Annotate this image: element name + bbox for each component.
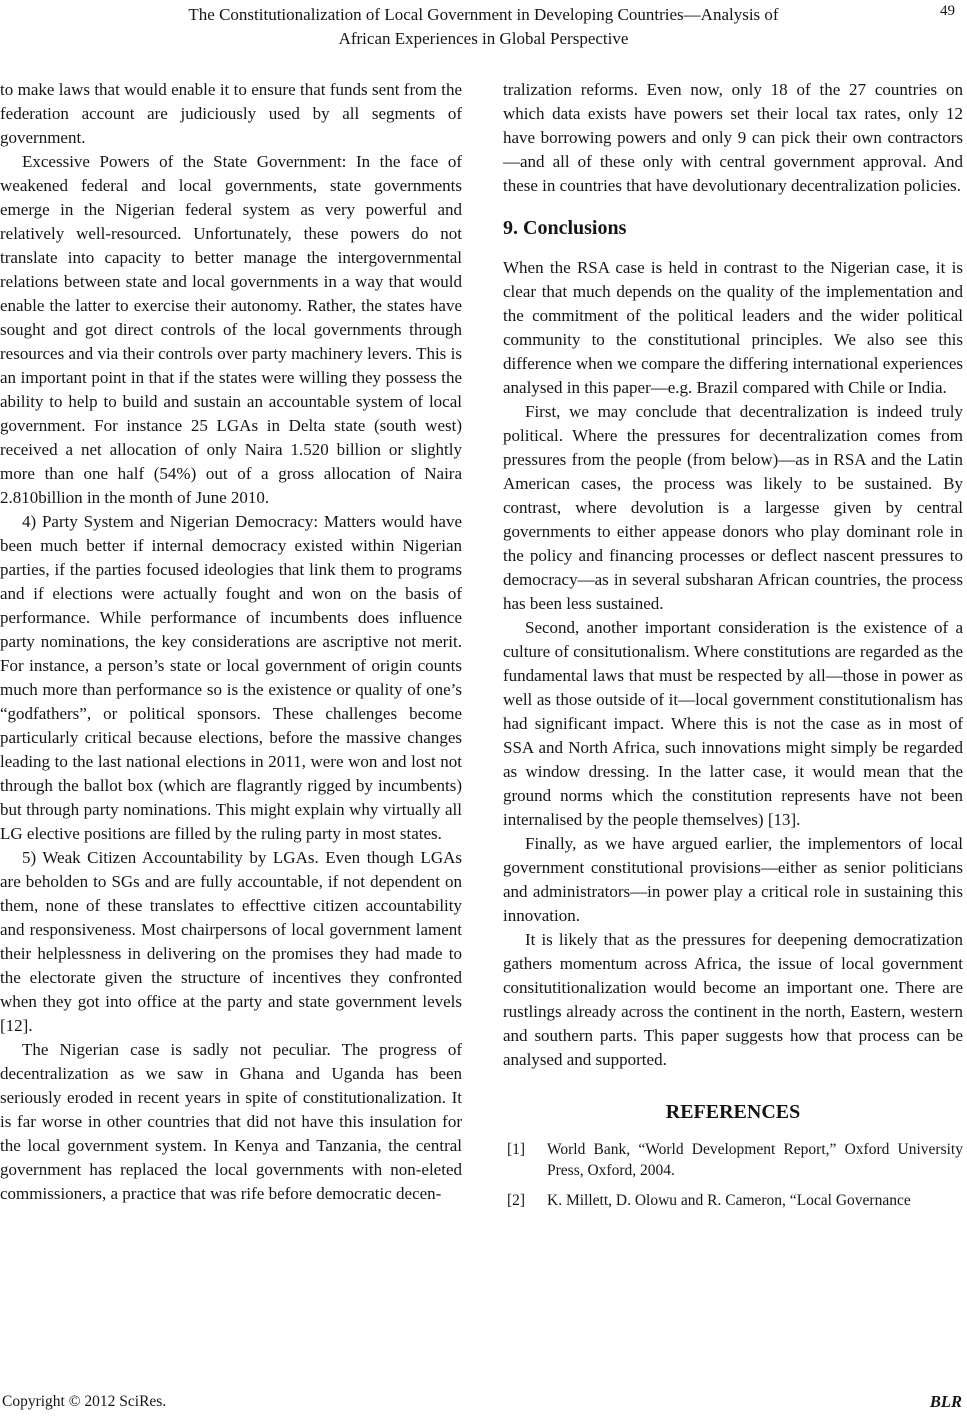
reference-label: [1] [507,1141,526,1158]
page-footer [0,1392,967,1411]
body-paragraph: 4) Party System and Nigerian Democracy: Matters would have been much better if internal democracy existed within Nigerian parties, if the parties focused ideologies that link them to programs and if elections were actually fought and won on the basis of performance. While performance of incumbents does influence party nominations, the key considerations are ascriptive not merit. For instance, a person’s state or local government of origin counts much more than performance so is the existence or quality of one’s “godfathers”, or political sponsors. These challenges become particularly critical because elections, before the massive changes leading to the last national elections in 2011, were won and lost not through the ballot box (which are flagrantly rigged by incumbents) but through party nominations. This might explain why virtually all LG elective positions are filled by the ruling party in most states. [0,512,462,843]
journal-abbreviation: BLR [929,1392,962,1411]
body-paragraph: The Nigerian case is sadly not peculiar. The progress of decentralization as we saw in Ghana and Uganda has been seriously eroded in recent years in spite of constitutionalization. It is far worse in other countries that did not have this insulation for the local government system. In Kenya and Tanzania, the central government has replaced the local governments with non-eleted commissioners, a practice that was rife before democratic decen- [0,1040,462,1203]
right-column [503,78,963,1220]
body-paragraph: 5) Weak Citizen Accountability by LGAs. Even though LGAs are beholden to SGs and are fully accountable, if not dependent on them, none of these translates to effecttive citizen accountability and responsiveness. Most chairpersons of local government lament their helplessness in delivering on the promises they had made to the electorate given the structure of incentives they confronted when they got into office at the party and state government levels [12]. [0,848,462,1035]
references-heading: REFERENCES [665,1101,801,1123]
two-column-body [0,78,967,1220]
running-title-line1: The Constitutionalization of Local Government in Developing Countries—Analysis of [188,5,779,24]
copyright-notice: Copyright © 2012 SciRes. [2,1393,167,1410]
body-paragraph: It is likely that as the pressures for deepening democratization gathers momentum across Africa, the issue of local government consitutitionalization would become an important one. There are rustlings already across the continent in the north, Eastern, western and southern parts. This paper suggests how that process can be analysed and supported. [503,930,963,1069]
body-paragraph: tralization reforms. Even now, only 18 of the 27 countries on which data exists have powers set their local tax rates, only 12 have borrowing powers and only 9 can pick their own contractors—and all of these only with central government approval. And these in countries that have devolutionary decentralization policies. [503,80,963,195]
reference-label: [2] [507,1192,526,1209]
reference-text: K. Millett, D. Olowu and R. Cameron, “Local Governance [547,1192,911,1209]
page-header [0,3,967,51]
body-paragraph: to make laws that would enable it to ensure that funds sent from the federation account are judiciously used by all segments of government. [0,80,462,147]
reference-text: World Bank, “World Development Report,” Oxford University Press, Oxford, 2004. [547,1141,963,1179]
body-paragraph: First, we may conclude that decentralization is indeed truly political. Where the pressures for decentralization comes from pressures from the people (from below)—as in RSA and the Latin American cases, the process was likely to be sustained. By contrast, where devolution is a largesse given by central governments to either appease donors who play dominant role in the policy and financing processes or deflect nascent pressures to democracy—as in several subsharan African countries, the process has been less sustained. [503,402,963,613]
page-number: 49 [940,3,955,19]
left-column [0,78,462,1220]
running-title-line2: African Experiences in Global Perspective [338,29,629,48]
reference-item [503,1139,963,1181]
body-paragraph: Second, another important consideration is the existence of a culture of consitutionalism. Where constitutions are regarded as the fundamental laws that must be respected by all—those in power as well as those outside of it—local government constitutionalism has had significant impact. Where this is not the case as in most of SSA and North Africa, such innovations might simply be regarded as window dressing. In the latter case, it would mean that the ground norms which the constitution represents have not been internalised by the people themselves) [13]. [503,618,963,829]
reference-item [503,1190,963,1211]
body-paragraph: Finally, as we have argued earlier, the implementors of local government constitutional provisions—either as senior politicians and administrators—in power play a critical role in sustaining this innovation. [503,834,963,925]
body-paragraph: Excessive Powers of the State Government: In the face of weakened federal and local governments, state governments emerge in the Nigerian federal system as very powerful and relatively well-resourced. Unfortunately, these powers do not translate into capacity to better manage the intergovernmental relations between state and local governments in a way that would enable the latter to exercise their autonomy. Rather, the states have sought and got direct controls of the local governments through resources and via their controls over party machinery levers. This is an important point in that if the states were willing they possess the ability to help to build and sustain an accountable system of local government. For instance 25 LGAs in Delta state (south west) received a net allocation of only Naira 1.520 billion or slightly more than one half (54%) out of a gross allocation of Naira 2.810billion in the month of June 2010. [0,152,462,507]
body-paragraph: When the RSA case is held in contrast to the Nigerian case, it is clear that much depends on the quality of the implementation and the commitment of the political leaders and the wider political community to the constitutional principles. We also see this difference when we compare the differing international experiences analysed in this paper—e.g. Brazil compared with Chile or India. [503,258,963,397]
section-heading: 9. Conclusions [503,217,627,239]
